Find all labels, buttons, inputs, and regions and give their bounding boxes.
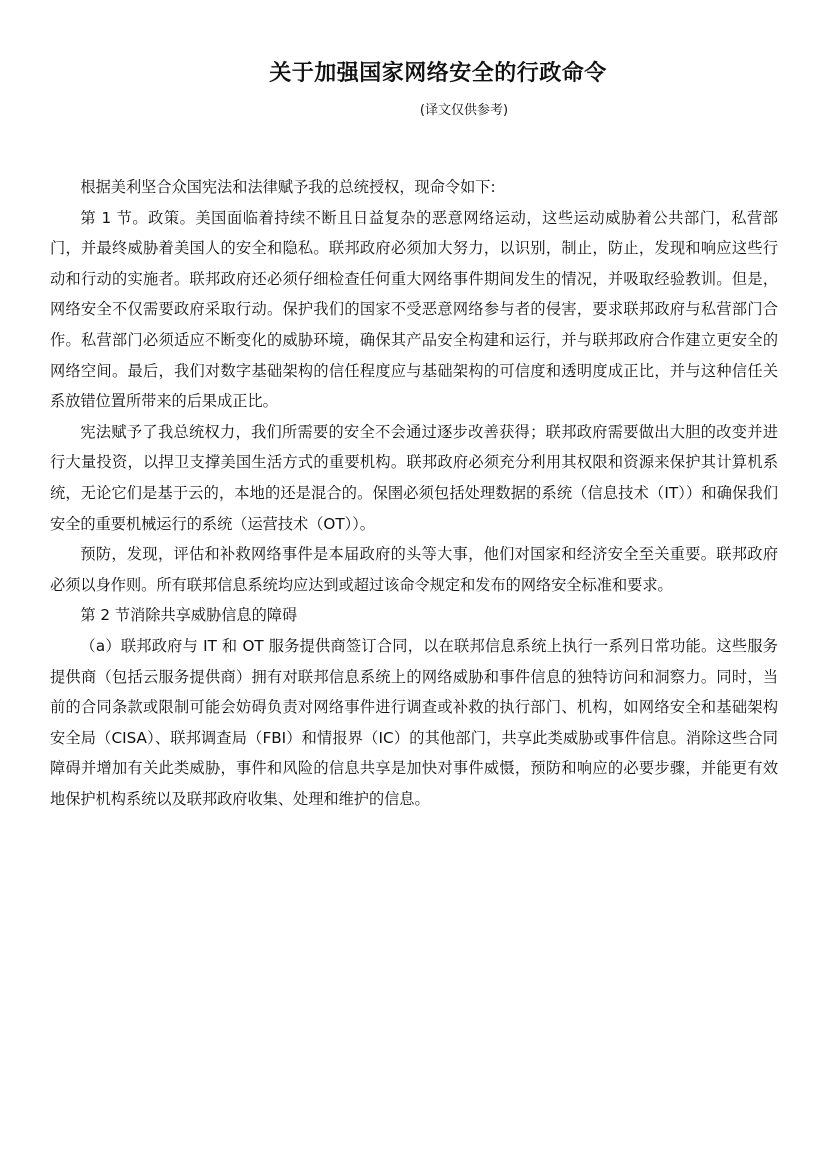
document-page [50,0,778,814]
section1-policy-paragraph: 第 1 节。政策。美国面临着持续不断且日益复杂的恶意网络运动，这些运动威胁着公共部门，私营部门，并最终威胁着美国人的安全和隐私。联邦政府必须加大努力，以识别，制止，防止，发现和响应这些行动和行动的实施者。联邦政府还必须仔细检查任何重大网络事件期间发生的情况，并吸取经验教训。但是，网络安全不仅需要政府采取行动。保护我们的国家不受恶意网络参与者的侵害，要求联邦政府与私营部门合作。私营部门必须适应不断变化的威胁环境，确保其产品安全构建和运行，并与联邦政府合作建立更安全的网络空间。最后，我们对数字基础架构的信任程度应与基础架构的可信度和透明度成正比，并与这种信任关系放错位置所带来的后果成正比。 [50,208,778,411]
page-subtitle: (译文仅供参考) [419,103,509,118]
intro-paragraph: 根据美利坚合众国宪法和法律赋予我的总统授权，现命令如下: [80,178,496,196]
page-title: 关于加强国家网络安全的行政命令 [269,61,607,86]
section2-paragraph-a: （a）联邦政府与 IT 和 OT 服务提供商签订合同，以在联邦信息系统上执行一系列日常功能。这些服务提供商（包括云服务提供商）拥有对联邦信息系统上的网络威胁和事件信息的独特访问和洞察力。同时，当前的合同条款或限制可能会妨碍负责对网络事件进行调查或补救的执行部门、机构，如网络安全和基础架构安全局（CISA）、联邦调查局（FBI）和情报界（IC）的其他部门，共享此类威胁或事件信息。消除这些合同障碍并增加有关此类威胁，事件和风险的信息共享是加快对事件威慑，预防和响应的必要步骤，并能更有效地保护机构系统以及联邦政府收集、处理和维护的信息。 [50,636,778,808]
section2-heading: 第 2 节消除共享威胁信息的障碍 [80,606,298,625]
document-body [50,172,778,814]
section1-authority-paragraph: 宪法赋予了我总统权力，我们所需要的安全不会通过逐步改善获得；联邦政府需要做出大胆的改变并进行大量投资，以捍卫支撑美国生活方式的重要机构。联邦政府必须充分利用其权限和资源来保护其计算机系统，无论它们是基于云的，本地的还是混合的。保圉必须包括处理数据的系统（信息技术（IT））和确保我们安全的重要机械运行的系统（运营技术（OT））。 [50,422,778,533]
section1-priority-paragraph: 预防，发现，评估和补救网络事件是本届政府的头等大事，他们对国家和经济安全至关重要。联邦政府必须以身作则。所有联邦信息系统均应达到或超过该命令规定和发布的网络安全标准和要求。 [50,545,778,594]
